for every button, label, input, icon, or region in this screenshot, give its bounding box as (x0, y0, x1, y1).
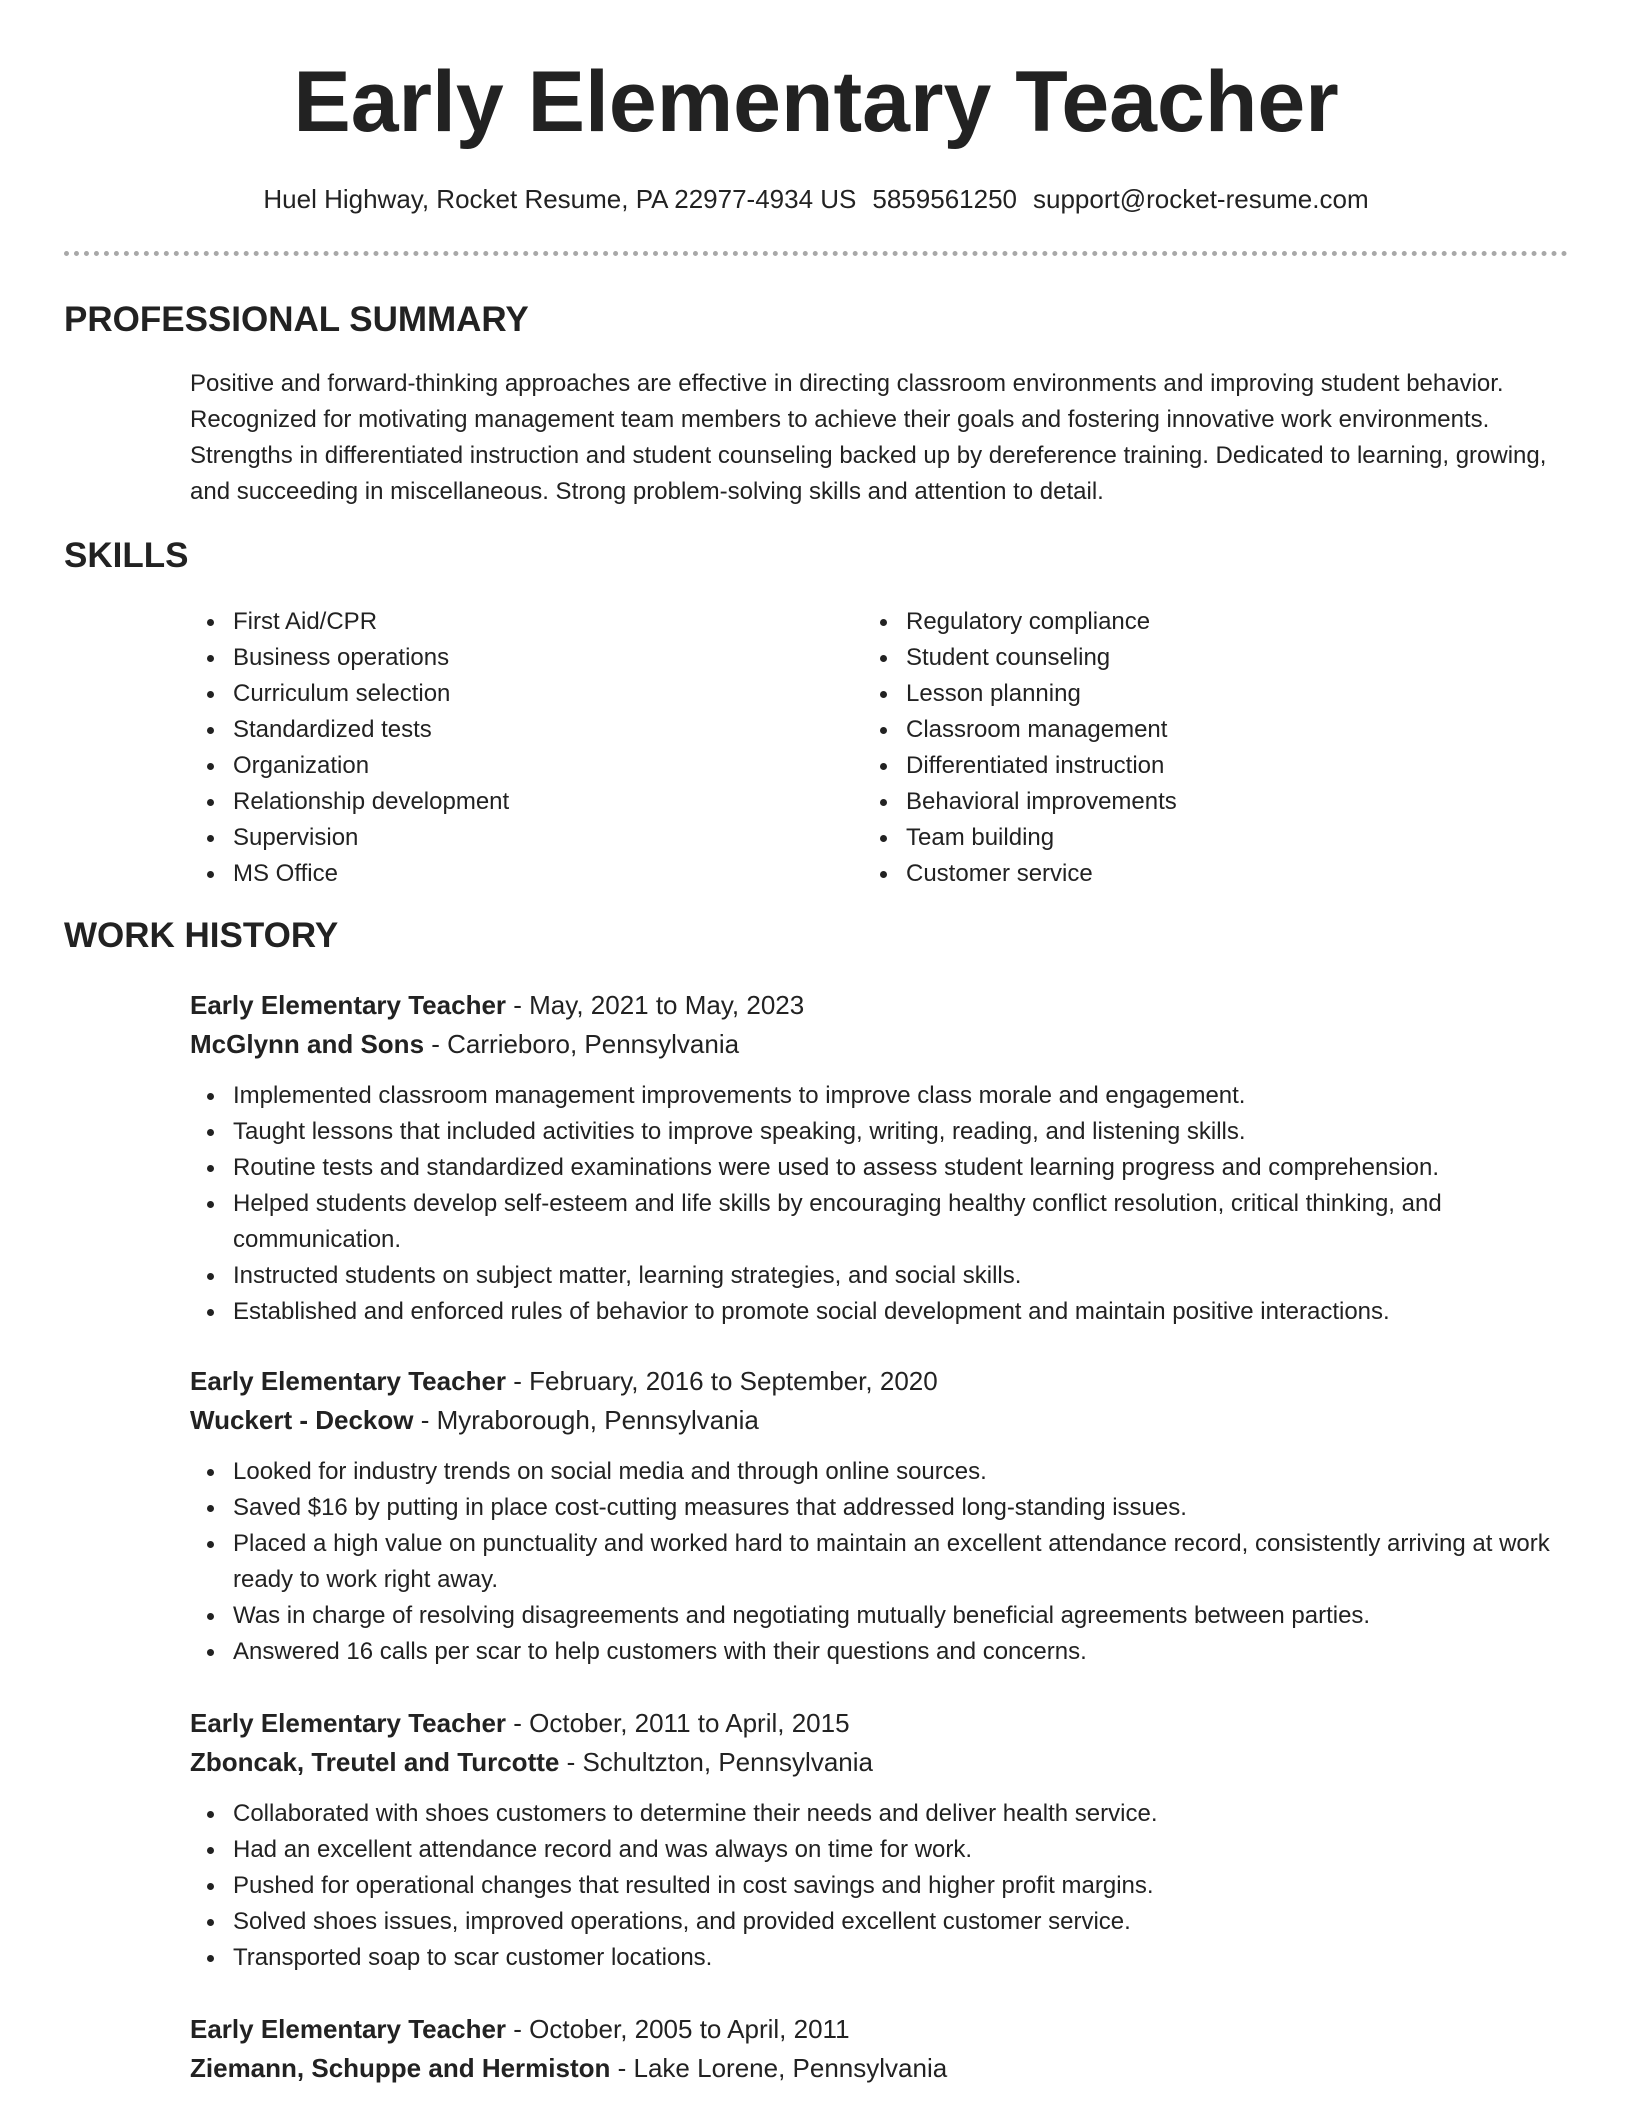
job-location: - Lake Lorene, Pennsylvania (610, 2053, 948, 2083)
resume-title: Early Elementary Teacher (293, 54, 1339, 150)
job-title: Early Elementary Teacher (190, 2014, 507, 2044)
job-bullet: Looked for industry trends on social media and through online sources. (190, 1454, 1570, 1490)
skill-item: Business operations (190, 640, 509, 676)
job-bullets (190, 1454, 1570, 1670)
job-company-line (190, 1743, 1590, 1782)
job-bullet: Implemented classroom management improvements to improve class morale and engagement. (190, 1078, 1570, 1114)
skill-item: Curriculum selection (190, 676, 509, 712)
job-bullets (190, 1796, 1570, 1976)
job-bullet: Transported soap to scar customer locations. (190, 1940, 1570, 1976)
summary-heading: PROFESSIONAL SUMMARY (64, 300, 529, 339)
job-company-line (190, 2049, 1590, 2088)
job-title-line (190, 1362, 1590, 1401)
job-bullet: Was in charge of resolving disagreements and negotiating mutually beneficial agreements between parties. (190, 1598, 1570, 1634)
job-title-line (190, 986, 1590, 1025)
job-bullet: Placed a high value on punctuality and worked hard to maintain an excellent attendance record, consistently arriving at work ready to work right away. (190, 1526, 1570, 1598)
job-title: Early Elementary Teacher (190, 990, 507, 1020)
job-dates: - October, 2011 to April, 2015 (506, 1708, 850, 1738)
job-location: - Schultzton, Pennsylvania (559, 1747, 873, 1777)
job-bullet: Collaborated with shoes customers to determine their needs and deliver health service. (190, 1796, 1570, 1832)
skills-list-right (863, 604, 1177, 892)
job-entry (190, 986, 1590, 1330)
job-company: Wuckert - Deckow (190, 1405, 414, 1435)
skill-item: MS Office (190, 856, 509, 892)
contact-line (0, 182, 1632, 216)
job-dates: - October, 2005 to April, 2011 (506, 2014, 850, 2044)
job-bullet: Helped students develop self-esteem and life skills by encouraging healthy conflict resolution, critical thinking, and communication. (190, 1186, 1570, 1258)
skill-item: Differentiated instruction (863, 748, 1177, 784)
skill-item: Regulatory compliance (863, 604, 1177, 640)
skill-item: Behavioral improvements (863, 784, 1177, 820)
skill-item: Student counseling (863, 640, 1177, 676)
skill-item: Relationship development (190, 784, 509, 820)
job-title: Early Elementary Teacher (190, 1366, 507, 1396)
skill-item: Lesson planning (863, 676, 1177, 712)
contact-phone: 5859561250 (872, 184, 1017, 214)
job-company: Zboncak, Treutel and Turcotte (190, 1747, 560, 1777)
skill-item: Standardized tests (190, 712, 509, 748)
job-dates: - May, 2021 to May, 2023 (506, 990, 805, 1020)
job-bullet: Had an excellent attendance record and was always on time for work. (190, 1832, 1570, 1868)
job-bullet: Instructed students on subject matter, learning strategies, and social skills. (190, 1258, 1570, 1294)
job-company: Ziemann, Schuppe and Hermiston (190, 2053, 611, 2083)
skills-heading: SKILLS (64, 536, 189, 575)
skill-item: Team building (863, 820, 1177, 856)
job-bullet: Established and enforced rules of behavior to promote social development and maintain positive interactions. (190, 1294, 1570, 1330)
job-dates: - February, 2016 to September, 2020 (506, 1366, 938, 1396)
job-bullet: Routine tests and standardized examinations were used to assess student learning progress and comprehension. (190, 1150, 1570, 1186)
job-company: McGlynn and Sons (190, 1029, 425, 1059)
contact-email: support@rocket-resume.com (1033, 184, 1369, 214)
job-bullet: Solved shoes issues, improved operations, and provided excellent customer service. (190, 1904, 1570, 1940)
job-bullet: Answered 16 calls per scar to help customers with their questions and concerns. (190, 1634, 1570, 1670)
work-history-heading: WORK HISTORY (64, 916, 339, 955)
skills-list-left (190, 604, 509, 892)
job-title-line (190, 2010, 1590, 2049)
job-bullets (190, 1078, 1570, 1330)
job-bullet: Saved $16 by putting in place cost-cutting measures that addressed long-standing issues. (190, 1490, 1570, 1526)
job-entry (190, 1362, 1590, 1670)
header-divider (64, 251, 1568, 256)
skill-item: Supervision (190, 820, 509, 856)
job-title: Early Elementary Teacher (190, 1708, 507, 1738)
job-company-line (190, 1025, 1590, 1064)
skill-item: Customer service (863, 856, 1177, 892)
job-title-line (190, 1704, 1590, 1743)
job-company-line (190, 1401, 1590, 1440)
skill-item: Classroom management (863, 712, 1177, 748)
job-entry (190, 1704, 1590, 1976)
skill-item: First Aid/CPR (190, 604, 509, 640)
job-location: - Myraborough, Pennsylvania (413, 1405, 759, 1435)
job-bullet: Taught lessons that included activities to improve speaking, writing, reading, and listening skills. (190, 1114, 1570, 1150)
summary-text: Positive and forward-thinking approaches are effective in directing classroom environments and improving student behavior. Recognized for motivating management team members to achieve their goals and fostering innovative work environments. Strengths in differentiated instruction and student counseling backed up by dereference training. Dedicated to learning, growing, and succeeding in miscellaneous. Strong problem-solving skills and attention to detail. (190, 370, 1547, 505)
job-entry (190, 2010, 1590, 2088)
contact-address: Huel Highway, Rocket Resume, PA 22977-4934 US (263, 184, 857, 214)
skill-item: Organization (190, 748, 509, 784)
job-location: - Carrieboro, Pennsylvania (424, 1029, 740, 1059)
job-bullet: Pushed for operational changes that resulted in cost savings and higher profit margins. (190, 1868, 1570, 1904)
